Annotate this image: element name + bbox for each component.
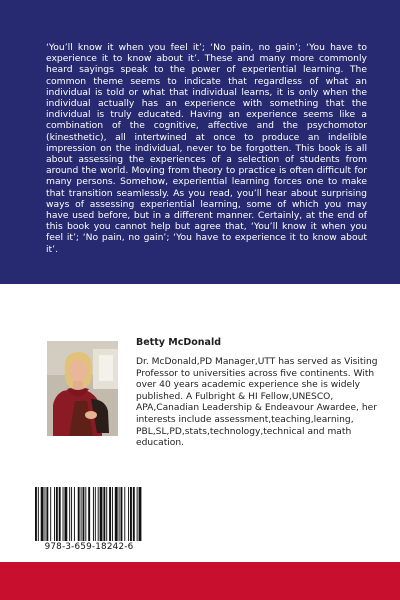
isbn-barcode (29, 484, 149, 558)
author-name: Betty McDonald (136, 337, 221, 348)
barcode-bar (85, 487, 86, 541)
isbn-number: 978-3-659-18242-6 (44, 542, 134, 552)
author-portrait-image (47, 341, 118, 436)
barcode-bar (124, 487, 125, 541)
barcode-bar (46, 487, 48, 541)
barcode-bars (33, 487, 145, 541)
barcode-bar (130, 487, 132, 541)
barcode-bar (100, 487, 103, 541)
barcode-bar (83, 487, 85, 541)
barcode-bar (41, 487, 44, 541)
barcode-bar (139, 487, 142, 541)
barcode-bar (38, 487, 39, 541)
barcode-bar (109, 487, 111, 541)
barcode-bar (128, 487, 129, 541)
barcode-bar (121, 487, 123, 541)
barcode-bar (98, 487, 99, 541)
barcode-bar (133, 487, 135, 541)
barcode-bar (69, 487, 70, 541)
barcode-bar (54, 487, 55, 541)
author-photo (47, 341, 118, 436)
back-cover-blue-panel (0, 0, 400, 284)
book-blurb: ‘You’ll know it when you feel it’; ‘No pain, no gain’; ‘You have to experience it to know about it’. These and many more commonly heard sayings speak to the power of experiential learning. The common theme seems to indicate that regardless of what an individual is told or what that individual learns, it is only when the individual actually has an experience with something that the individual is truly educated. Having an experience seems like a combination of the cognitive, affective and the psychomotor (kinesthetic), all intertwined at once to produce an indelible impression on the individual, never to be forgotten. This book is all about assessing the experiences of a selection of students from around the world. Moving from theory to practice is often difficult for many persons. Somehow, experiential learning forces one to make that transition seamlessly. As you read, you’ll hear about surprising ways of assessing experiential learning, some of which you may have used before, but in a different manner. Certainly, at the end of this book you cannot help but agree that, ‘You’ll know it when you feel it’; ‘No pain, no gain’; ‘You have to experience it to know about it’. (46, 42, 367, 255)
barcode-bar (103, 487, 105, 541)
barcode-bar (88, 487, 90, 541)
barcode-bar (74, 487, 75, 541)
barcode-bar (112, 487, 113, 541)
barcode-bar (56, 487, 58, 541)
barcode-bar (106, 487, 107, 541)
barcode-bar (71, 487, 72, 541)
barcode-bar (59, 487, 61, 541)
barcode-bar (45, 487, 46, 541)
barcode-bar (63, 487, 64, 541)
barcode-bar (119, 487, 120, 541)
barcode-bar (35, 487, 37, 541)
bottom-red-band (0, 562, 400, 600)
barcode-bar (81, 487, 82, 541)
barcode-bar (93, 487, 94, 541)
barcode-bar (64, 487, 67, 541)
barcode-bar (50, 487, 51, 541)
barcode-bar (115, 487, 118, 541)
barcode-bar (95, 487, 96, 541)
barcode-bar (137, 487, 138, 541)
barcode-bar (78, 487, 80, 541)
author-bio: Dr. McDonald,PD Manager,UTT has served as Visiting Professor to universities across five continents. With over 40 years academic experience she is widely published. A Fulbright & HI Fellow,UNESCO, APA,Canadian Leadership & Endeavour Awardee, her interests include assessment,teaching,learning, PBL,SL,PD,stats,technology,technical and math education. (136, 357, 378, 449)
